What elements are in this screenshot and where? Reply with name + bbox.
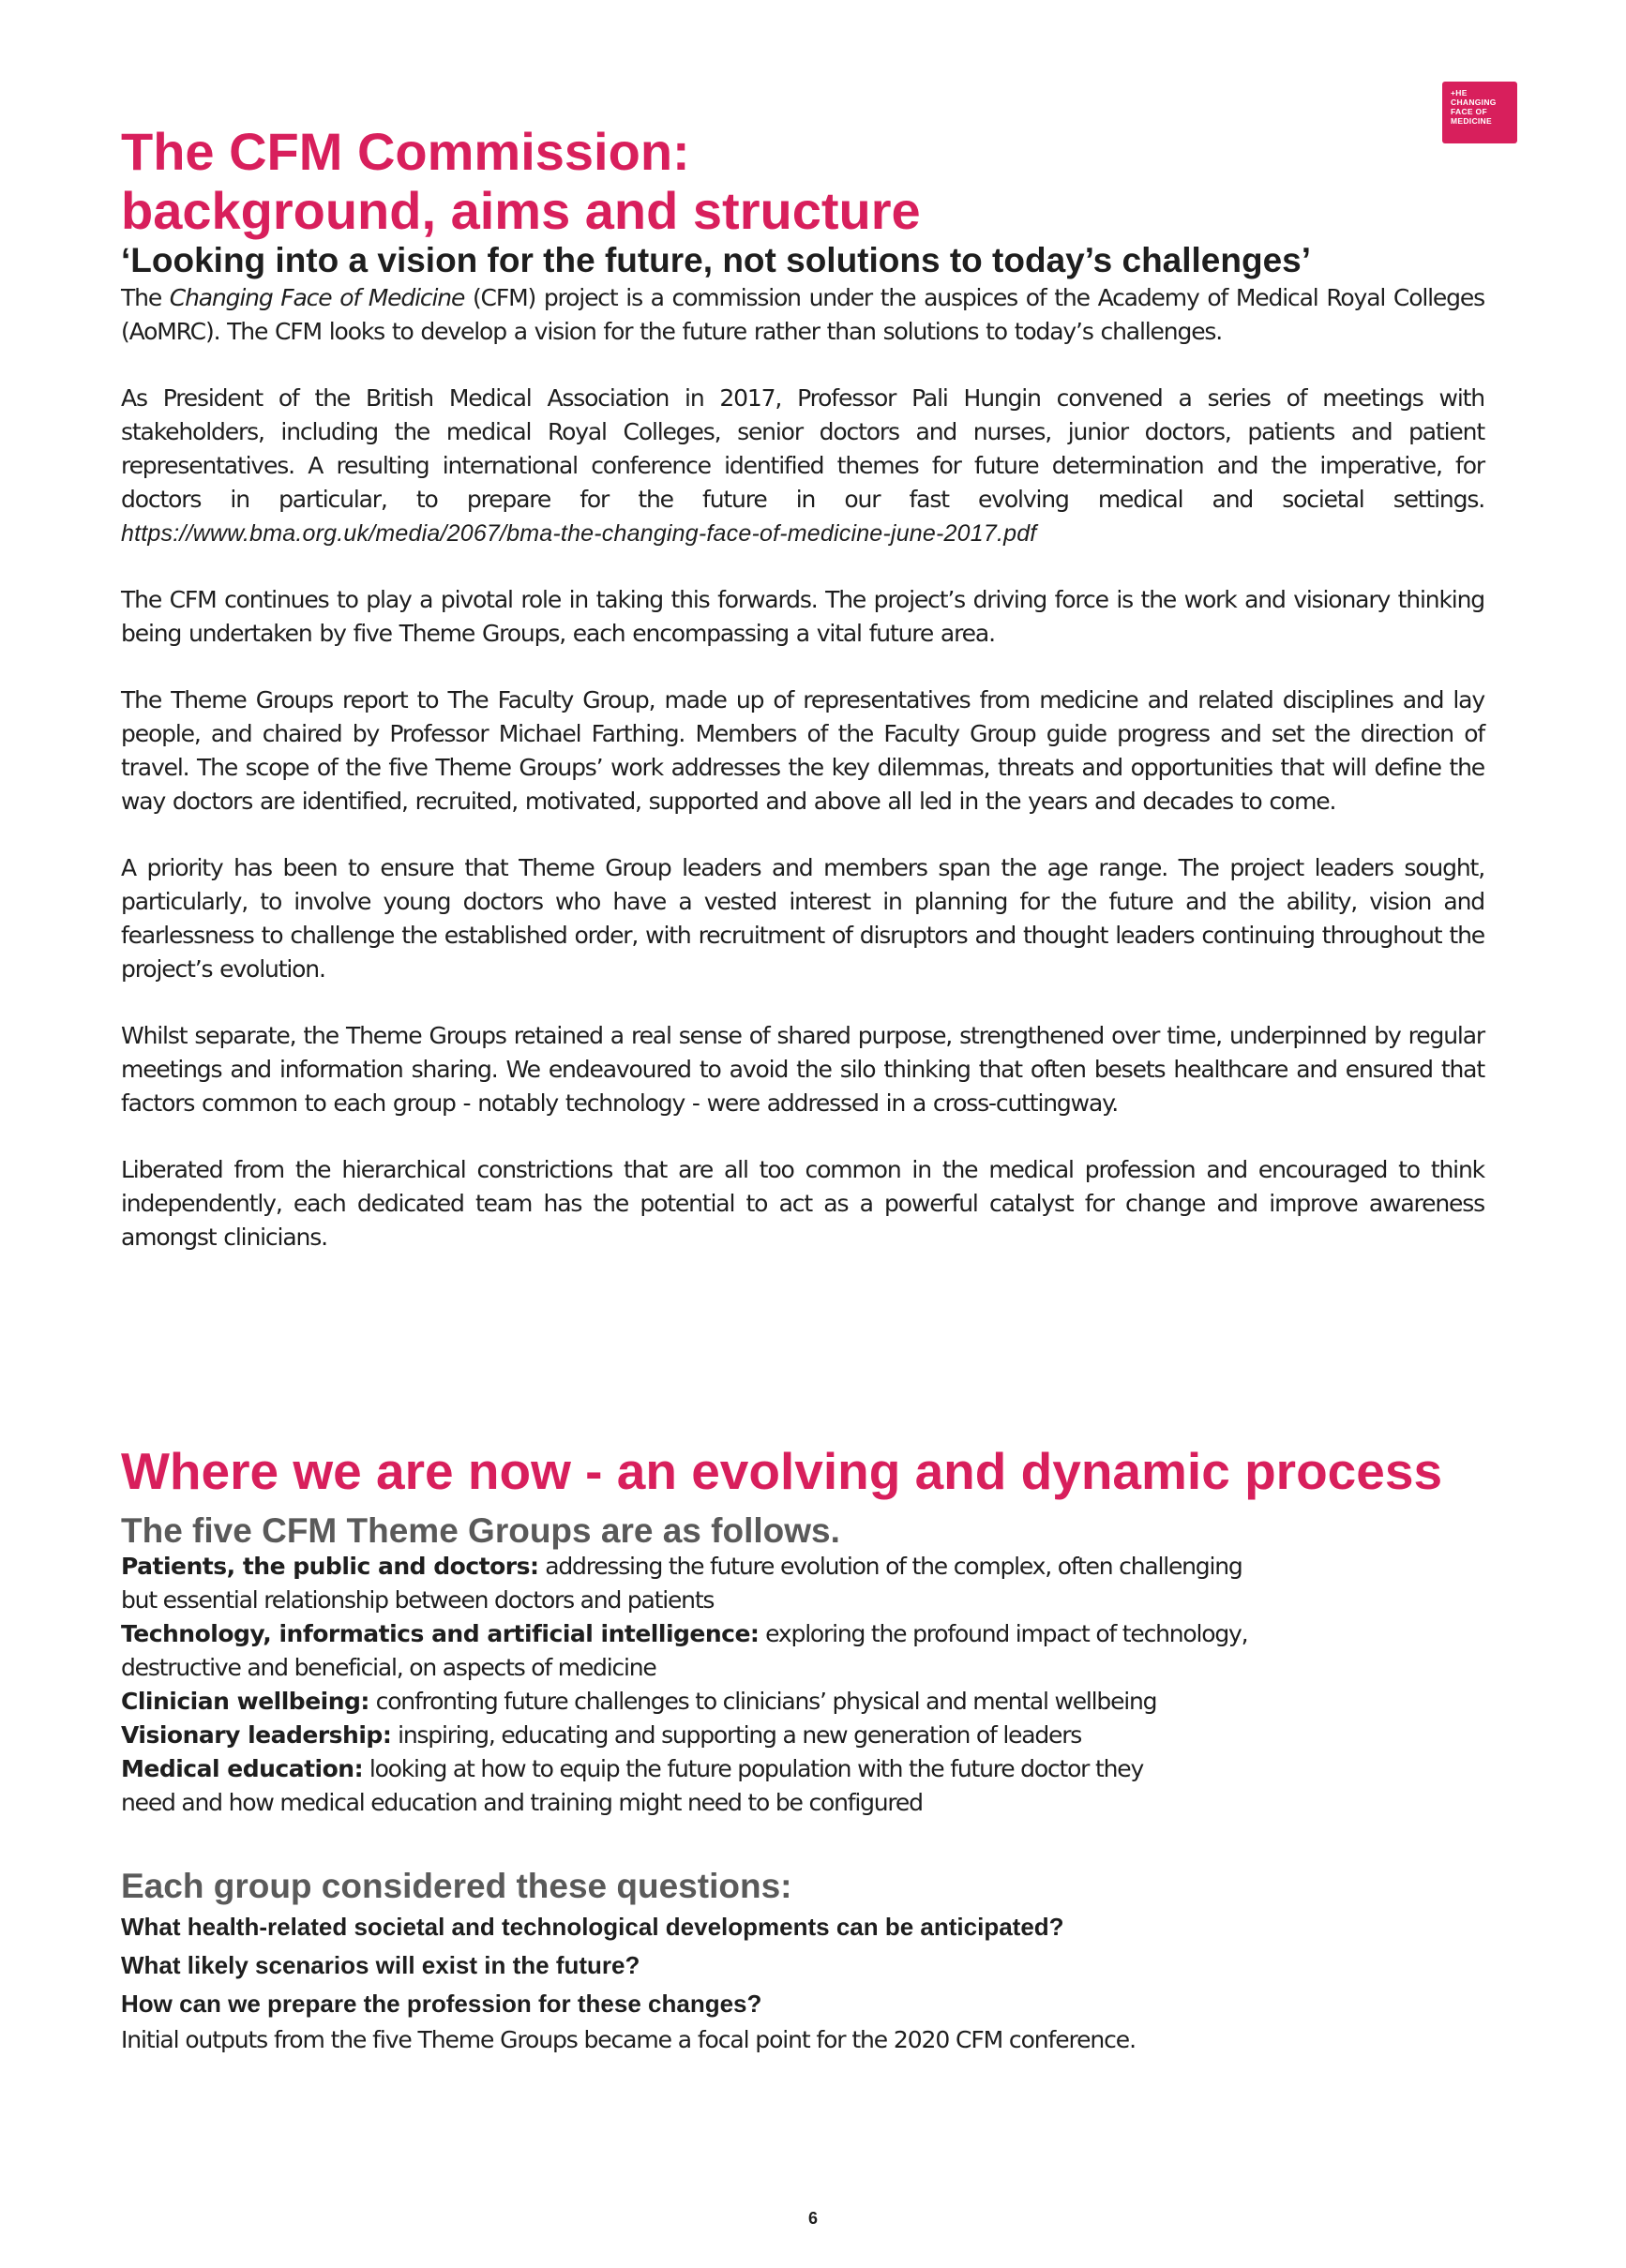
theme-name: Technology, informatics and artificial intelligence: xyxy=(121,1620,760,1647)
theme-text: inspiring, educating and supporting a new generation of leaders xyxy=(391,1721,1082,1749)
closing-statement: Initial outputs from the five Theme Groups became a focal point for the 2020 CFM conference. xyxy=(121,2026,1136,2053)
paragraph-separate: Whilst separate, the Theme Groups retained a real sense of shared purpose, strengthened over time, underpinned by regular meetings and information sharing. We endeavoured to avoid the silo thinking that often besets healthcare and ensured that factors common to each group - notably technology - were addressed in a cross-cuttingway. xyxy=(121,1022,1484,1117)
logo-line: +HE xyxy=(1451,88,1468,98)
theme-text: looking at how to equip the future population with the future doctor they xyxy=(363,1755,1144,1782)
paragraph-intro xyxy=(121,281,1484,349)
theme-item xyxy=(121,1752,1434,1786)
logo-line: MEDICINE xyxy=(1451,116,1492,126)
subtitle-quote: ‘Looking into a vision for the future, not solutions to today’s challenges’ xyxy=(121,241,1312,279)
theme-text: exploring the profound impact of technology, xyxy=(759,1620,1248,1647)
question-item: What health-related societal and technological developments can be anticipated? xyxy=(121,1913,1064,1941)
paragraph-pivotal: The CFM continues to play a pivotal role in taking this forwards. The project’s driving force is the work and visionary thinking being undertaken by five Theme Groups, each encompassing a vital future area. xyxy=(121,586,1484,647)
theme-item xyxy=(121,1550,1434,1584)
theme-name: Visionary leadership: xyxy=(121,1721,392,1749)
themes-heading: The five CFM Theme Groups are as follows. xyxy=(121,1511,840,1550)
logo-line: CHANGING xyxy=(1451,98,1497,107)
theme-name: Clinician wellbeing: xyxy=(121,1688,369,1715)
section-commission xyxy=(121,122,1484,1254)
title-line-1: The CFM Commission: xyxy=(121,122,690,181)
theme-name: Patients, the public and doctors: xyxy=(121,1553,539,1580)
p1-pre: The xyxy=(121,284,170,311)
theme-item-cont: need and how medical education and training might need to be configured xyxy=(121,1789,923,1816)
p1-post: (CFM) project is a commission under the auspices of the Academy of Medical Royal Colleges (AoMRC). The CFM looks to develop a vision for the future rather than solutions to today’s challenges. xyxy=(121,284,1484,345)
bma-report-link[interactable]: https://www.bma.org.uk/media/2067/bma-the-changing-face-of-medicine-june-2017.pdf xyxy=(121,520,1037,547)
question-item: What likely scenarios will exist in the future? xyxy=(121,1951,640,1979)
title-line-2: background, aims and structure xyxy=(121,181,921,240)
page-title xyxy=(121,122,1484,240)
p2-text: As President of the British Medical Association in 2017, Professor Pali Hungin convened a series of meetings with stakeholders, including the medical Royal Colleges, senior doctors and nurses, junior doctors, patients and patient representatives. A resulting international conference identified themes for future determination and the imperative, for doctors in particular, to prepare for the future in our fast evolving medical and societal settings. xyxy=(121,384,1484,513)
paragraph-faculty: The Theme Groups report to The Faculty Group, made up of representatives from medicine and related disciplines and lay people, and chaired by Professor Michael Farthing. Members of the Faculty Group guide progress and set the direction of travel. The scope of the five Theme Groups’ work addresses the key dilemmas, threats and opportunities that will define the way doctors are identified, recruited, motivated, supported and above all led in the years and decades to come. xyxy=(121,686,1484,815)
paragraph-president xyxy=(121,382,1484,550)
theme-item xyxy=(121,1617,1434,1651)
theme-item xyxy=(121,1685,1434,1719)
theme-item xyxy=(121,1719,1434,1752)
page-number: 6 xyxy=(807,2209,818,2228)
theme-name: Medical education: xyxy=(121,1755,364,1782)
theme-item-cont: destructive and beneficial, on aspects of medicine xyxy=(121,1654,656,1681)
section-where-now xyxy=(121,1441,1484,2057)
questions-heading: Each group considered these questions: xyxy=(121,1867,792,1905)
question-item: How can we prepare the profession for these changes? xyxy=(121,1990,762,2018)
theme-item-cont: but essential relationship between doctors and patients xyxy=(121,1586,715,1614)
theme-text: addressing the future evolution of the complex, often challenging xyxy=(538,1553,1242,1580)
section-title: Where we are now - an evolving and dynamic process xyxy=(121,1442,1443,1500)
logo-line: FACE OF xyxy=(1451,107,1487,116)
paragraph-liberated: Liberated from the hierarchical constrictions that are all too common in the medical profession and encouraged to think independently, each dedicated team has the potential to act as a powerful catalyst for change and improve awareness amongst clinicians. xyxy=(121,1156,1484,1251)
theme-groups-list xyxy=(121,1550,1484,1820)
p1-emphasis: Changing Face of Medicine xyxy=(169,284,465,311)
theme-text: confronting future challenges to clinicians’ physical and mental wellbeing xyxy=(369,1688,1157,1715)
paragraph-priority: A priority has been to ensure that Theme Group leaders and members span the age range. The project leaders sought, particularly, to involve young doctors who have a vested interest in planning for the future and the ability, vision and fearlessness to challenge the established order, with recruitment of disruptors and thought leaders continuing throughout the project’s evolution. xyxy=(121,854,1484,983)
